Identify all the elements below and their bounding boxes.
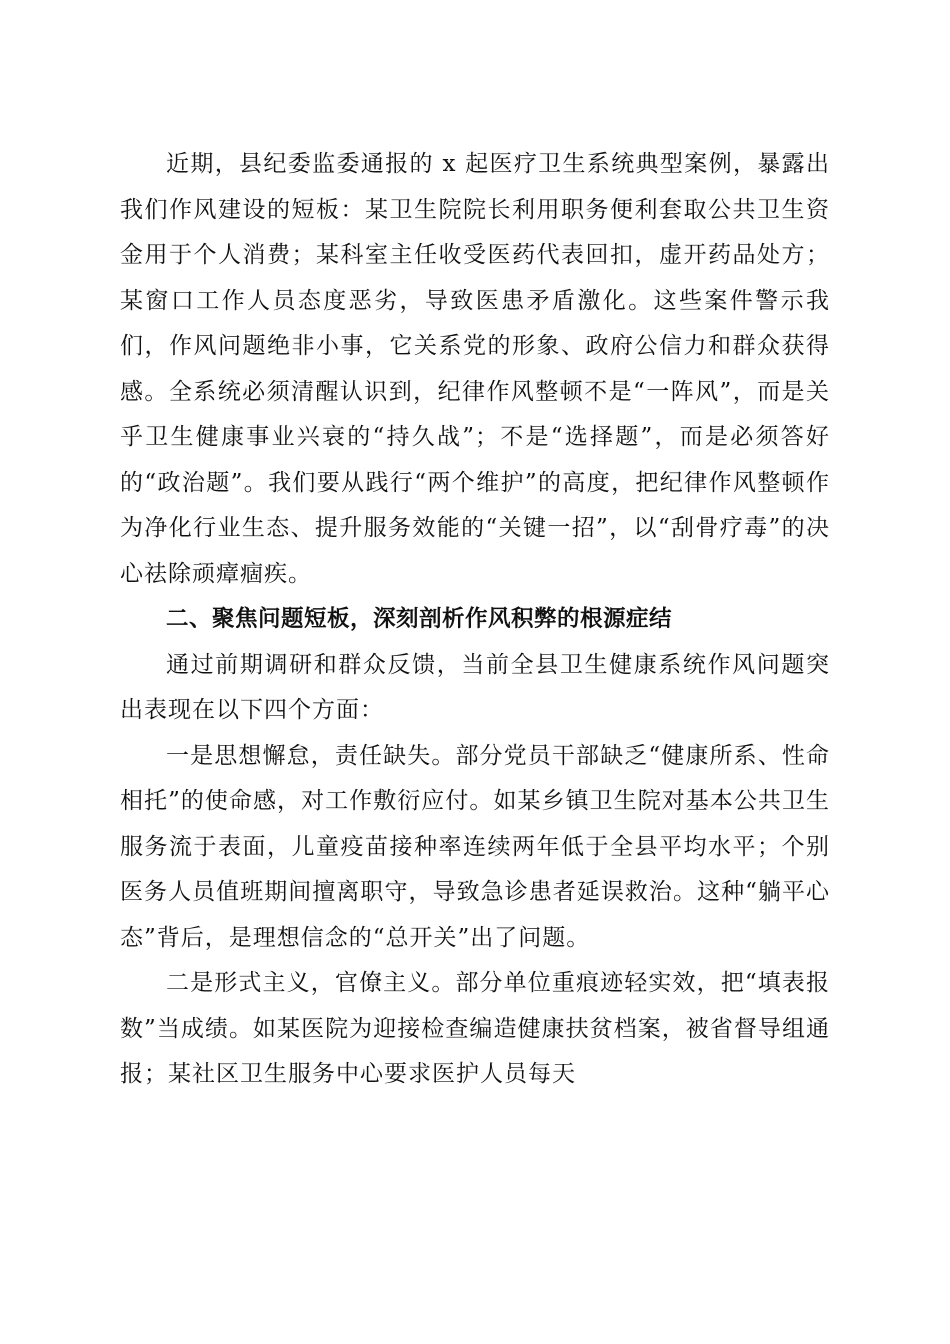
document-page	[120, 142, 830, 1098]
paragraph-point-1	[120, 734, 830, 962]
paragraph-case-briefing: 近期，县纪委监委通报的 x 起医疗卫生系统典型案例，暴露出我们作风建设的短板：某卫生院院长利用职务便利套取公共卫生资金用于个人消费；某科室主任收受医药代表回扣，虚开药品处方；某窗口工作人员态度恶劣，导致医患矛盾激化。这些案件警示我们，作风问题绝非小事，它关系党的形象、政府公信力和群众获得感。全系统必须清醒认识到，纪律作风整顿不是“一阵风”，而是关乎卫生健康事业兴衰的“持久战”；不是“选择题”，而是必须答好的“政治题”。我们要从践行“两个维护”的高度，把纪律作风整顿作为净化行业生态、提升服务效能的“关键一招”，以“刮骨疗毒”的决心祛除顽瘴痼疾。	[120, 151, 830, 587]
point-1-body: 部分党员干部缺乏“健康所系、性命相托”的使命感，对工作敷衍应付。如某乡镇卫生院对基本公共卫生服务流于表面，儿童疫苗接种率连续两年低于全县平均水平；个别医务人员值班期间擅离职守，导致急诊患者延误救治。这种“躺平心态”背后，是理想信念的“总开关”出了问题。	[120, 742, 830, 951]
point-2-lead: 二是形式主义，官僚主义。	[166, 970, 456, 996]
section-heading-2: 二、聚焦问题短板，深刻剖析作风积弊的根源症结	[166, 606, 673, 632]
paragraph-point-2	[120, 961, 830, 1098]
point-2-body: 部分单位重痕迹轻实效，把“填表报数”当成绩。如某医院为迎接检查编造健康扶贫档案，被省督导组通报；某社区卫生服务中心要求医护人员每天	[120, 970, 830, 1087]
paragraph-survey-intro: 通过前期调研和群众反馈，当前全县卫生健康系统作风问题突出表现在以下四个方面：	[120, 651, 830, 723]
point-1-lead: 一是思想懈怠，责任缺失。	[166, 742, 456, 769]
